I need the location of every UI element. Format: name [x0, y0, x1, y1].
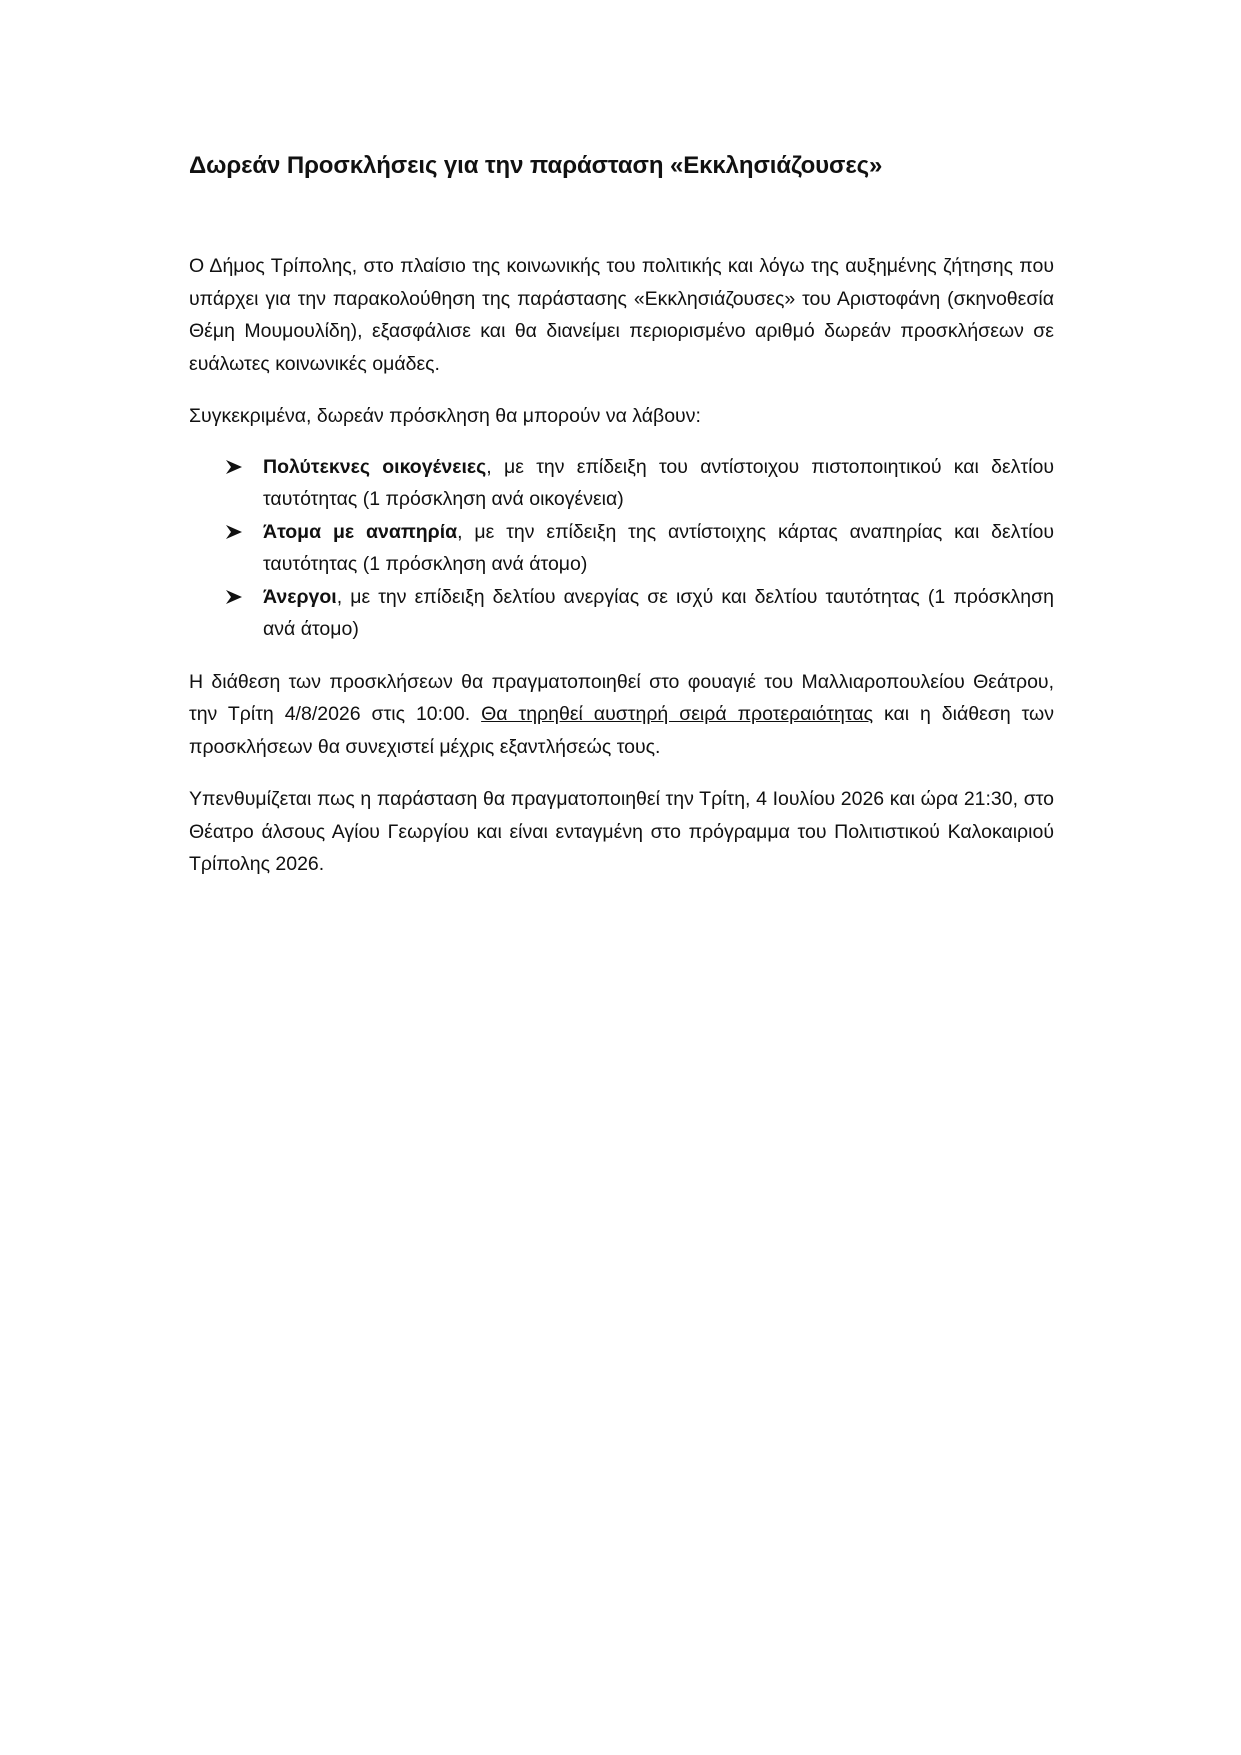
eligibility-list — [189, 451, 1054, 646]
distribution-text-end: και η διάθεση των προσκλήσεων θα συνεχιστεί μέχρις εξαντλήσεώς τους. — [189, 703, 1055, 758]
priority-notice: Θα τηρηθεί αυστηρή σειρά προτεραιότητας — [481, 703, 873, 725]
reminder-paragraph: Υπενθυμίζεται πως η παράσταση θα πραγματοποιηθεί την Τρίτη, 4 Ιουλίου 2026 και ώρα 21:30, στο Θέατρο άλσους Αγίου Γεωργίου και είναι ενταγμένη στο πρόγραμμα του Πολιτιστικού Καλοκαιριού Τρίπολης 2026. — [189, 788, 1054, 875]
arrowhead-bullet-icon — [225, 581, 247, 613]
distribution-paragraph — [189, 666, 1054, 764]
arrowhead-bullet-icon — [225, 516, 247, 548]
list-item-text: , με την επίδειξη της αντίστοιχης κάρτας αναπηρίας και δελτίου ταυτότητας (1 πρόσκληση ανά άτομο) — [263, 520, 1054, 575]
list-item — [189, 516, 1054, 581]
arrowhead-bullet-icon — [225, 451, 247, 483]
list-item-label: Άνεργοι — [263, 585, 337, 608]
list-item — [189, 451, 1054, 516]
distribution-text: Η διάθεση των προσκλήσεων θα πραγματοποιηθεί στο φουαγιέ του Μαλλιαροπουλείου Θεάτρου, την Τρίτη 4/8/2026 στις 10:00. — [189, 670, 1054, 725]
document-title: Δωρεάν Προσκλήσεις για την παράσταση «Εκκλησιάζουσες» — [189, 152, 883, 179]
document-body — [189, 150, 1054, 881]
list-item-text: , με την επίδειξη δελτίου ανεργίας σε ισχύ και δελτίου ταυτότητας (1 πρόσκληση ανά άτομο) — [263, 585, 1054, 640]
lead-paragraph: Συγκεκριμένα, δωρεάν πρόσκληση θα μπορούν να λάβουν: — [189, 405, 701, 427]
list-item-label: Πολύτεκνες οικογένειες — [263, 455, 487, 478]
intro-paragraph: Ο Δήμος Τρίπολης, στο πλαίσιο της κοινωνικής του πολιτικής και λόγω της αυξημένης ζήτησης που υπάρχει για την παρακολούθηση της παράστασης «Εκκλησιάζουσες» του Αριστοφάνη (σκηνοθεσία Θέμη Μουμουλίδη), εξασφάλισε και θα διανείμει περιορισμένο αριθμό δωρεάν προσκλήσεων σε ευάλωτες κοινωνικές ομάδες. — [189, 255, 1054, 375]
list-item — [189, 581, 1054, 646]
list-item-label: Άτομα με αναπηρία — [263, 520, 458, 543]
list-item-text: , με την επίδειξη του αντίστοιχου πιστοποιητικού και δελτίου ταυτότητας (1 πρόσκληση ανά οικογένεια) — [263, 455, 1055, 510]
